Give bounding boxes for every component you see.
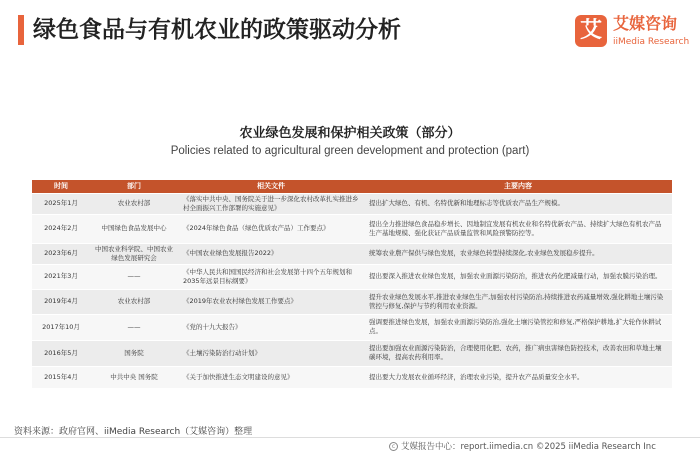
cell-time: 2017年10月 — [32, 314, 90, 340]
cell-dept: —— — [90, 264, 178, 289]
cell-content: 提出扩大绿色、有机、名特优新和地理标志等优质农产品生产规模。 — [364, 193, 672, 214]
table-header-row — [32, 180, 672, 193]
cell-doc: 《2019年农业农村绿色发展工作要点》 — [178, 289, 364, 314]
cell-time: 2021年3月 — [32, 264, 90, 289]
cell-doc: 《党的十九大报告》 — [178, 314, 364, 340]
cell-doc: 《关于加快推进生态文明建设的意见》 — [178, 366, 364, 388]
cell-doc: 《2024年绿色食品（绿色优质农产品）工作要点》 — [178, 214, 364, 243]
report-center-icon: c — [389, 442, 398, 451]
iimedia-logo-icon: 艾 — [575, 15, 607, 47]
header-dept: 部门 — [90, 180, 178, 193]
cell-content: 强调要推进绿色发展，加强农业面源污染防治,强化土壤污染管控和修复,严格保护耕地,扩大轮作休耕试点。 — [364, 314, 672, 340]
cell-dept: 中国绿色食品发展中心 — [90, 214, 178, 243]
footer-copyright: 艾媒报告中心：report.iimedia.cn ©2025 iiMedia Research Inc — [401, 442, 656, 452]
header-doc: 相关文件 — [178, 180, 364, 193]
table-row — [32, 264, 672, 289]
iimedia-logo — [575, 13, 690, 53]
table-title-cn: 农业绿色发展和保护相关政策（部分） — [239, 126, 461, 141]
cell-content: 提出要大力发展农业循环经济，治理农业污染，提升农产品质量安全水平。 — [364, 366, 672, 388]
cell-time: 2023年6月 — [32, 243, 90, 264]
page-title: 绿色食品与有机农业的政策驱动分析 — [33, 17, 401, 43]
data-source-note: 资料来源：政府官网、iiMedia Research（艾媒咨询）整理 — [14, 427, 253, 437]
table-row — [32, 243, 672, 264]
table-title-en: Policies related to agricultural green development and protection (part) — [170, 145, 530, 157]
cell-doc: 《中华人民共和国国民经济和社会发展第十四个五年规划和2035年远景目标纲要》 — [178, 264, 364, 289]
cell-time: 2015年4月 — [32, 366, 90, 388]
cell-time: 2025年1月 — [32, 193, 90, 214]
cell-content: 提出要深入推进农业绿色发展，加强农业面源污染防治，推进农药化肥减量行动，加强农膜污染治理。 — [364, 264, 672, 289]
cell-time: 2024年2月 — [32, 214, 90, 243]
cell-content: 提出要加强农业面源污染防治，合理使用化肥、农药，推广病虫害绿色防控技术，改善农田和草地土壤碳环境，提高农药利用率。 — [364, 340, 672, 366]
table-row — [32, 314, 672, 340]
cell-doc: 《土壤污染防治行动计划》 — [178, 340, 364, 366]
cell-dept: 农业农村部 — [90, 193, 178, 214]
cell-dept: 中共中央 国务院 — [90, 366, 178, 388]
table-row — [32, 289, 672, 314]
cell-dept: —— — [90, 314, 178, 340]
table-row — [32, 340, 672, 366]
cell-time: 2016年5月 — [32, 340, 90, 366]
header-time: 时间 — [32, 180, 90, 193]
cell-content: 统筹农业農产保供与绿色发展，农业绿色转型持续深化,农业绿色发展稳步提升。 — [364, 243, 672, 264]
table-row — [32, 366, 672, 388]
cell-content: 提出全力推进绿色食品稳步增长、因地制宜发展有机农业和名特优新农产品、持续扩大绿色有机农产品生产基地规模、强化获证产品质量监管和风险预警防控等。 — [364, 214, 672, 243]
logo-text-cn: 艾媒咨询 — [613, 14, 678, 33]
cell-dept: 农业农村部 — [90, 289, 178, 314]
policy-table — [32, 180, 672, 388]
cell-content: 提升农业绿色发展水平,推进农业绿色生产,加强农村污染防治,持续推进农药减量增效,强化耕地土壤污染管控与修复,保护与节约利用农业资源。 — [364, 289, 672, 314]
cell-doc: 《落实中共中央、国务院关于进一步深化农村改革扎实推进乡村全面振兴工作部署的实施意见》 — [178, 193, 364, 214]
footer-divider — [0, 437, 700, 438]
cell-dept: 国务院 — [90, 340, 178, 366]
cell-time: 2019年4月 — [32, 289, 90, 314]
header-content: 主要内容 — [364, 180, 672, 193]
title-accent-bar — [18, 15, 24, 45]
cell-doc: 《中国农业绿色发展报告2022》 — [178, 243, 364, 264]
cell-dept: 中国农业科学院、中国农业绿色发展研究会 — [90, 243, 178, 264]
table-row — [32, 193, 672, 214]
table-row — [32, 214, 672, 243]
logo-text-en: iiMedia Research — [613, 37, 690, 47]
